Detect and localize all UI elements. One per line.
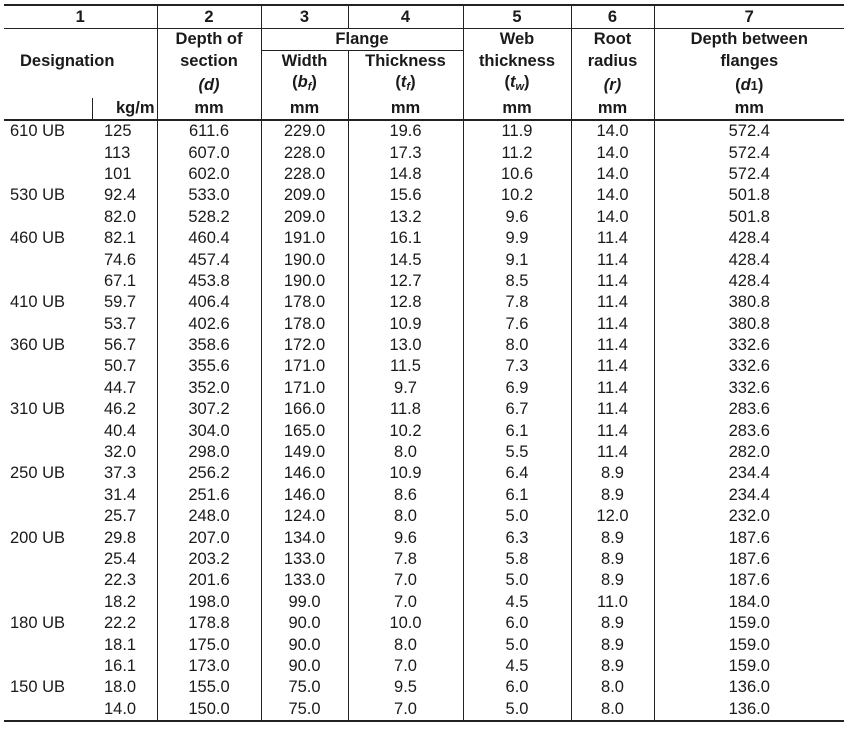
depth-between-flanges-cell: 380.8	[654, 292, 844, 313]
depth-between-flanges-cell: 332.6	[654, 356, 844, 377]
designation-cell	[4, 570, 92, 591]
mass-cell: 22.3	[104, 571, 137, 590]
depth-between-flanges-cell: 187.6	[654, 527, 844, 548]
flange-width-cell: 149.0	[261, 442, 348, 463]
table-row	[4, 249, 844, 270]
mass-cell: 59.7	[104, 293, 137, 312]
depth-cell: 602.0	[157, 164, 261, 185]
table-row	[4, 463, 844, 484]
unit-mm-web: mm	[463, 98, 571, 120]
unit-mm-dbf: mm	[654, 98, 844, 120]
depth-between-flanges-cell: 159.0	[654, 656, 844, 677]
depth-between-flanges-cell: 572.4	[654, 120, 844, 142]
mass-cell: 18.0	[104, 678, 137, 697]
root-header-line2: radius	[571, 51, 654, 73]
mass-cell: 29.8	[104, 528, 137, 547]
table-row	[4, 164, 844, 185]
flange-thickness-cell: 12.7	[348, 271, 463, 292]
flange-thickness-cell: 9.6	[348, 527, 463, 548]
designation-cell	[4, 485, 92, 506]
designation-cell	[4, 549, 92, 570]
flange-thickness-cell: 7.0	[348, 699, 463, 721]
flange-width-cell: 171.0	[261, 378, 348, 399]
web-thickness-cell: 6.3	[463, 527, 571, 548]
designation-cell	[4, 314, 92, 335]
table-header	[4, 5, 844, 120]
depth-between-flanges-cell: 332.6	[654, 378, 844, 399]
depth-cell: 198.0	[157, 592, 261, 613]
root-symbol: (r)	[571, 72, 654, 98]
depth-cell: 201.6	[157, 570, 261, 591]
depth-between-flanges-cell: 136.0	[654, 699, 844, 721]
unit-mm-root: mm	[571, 98, 654, 120]
flange-thickness-cell: 10.9	[348, 314, 463, 335]
depth-between-flanges-cell: 428.4	[654, 249, 844, 270]
web-thickness-cell: 5.0	[463, 506, 571, 527]
flange-thickness-cell: 16.1	[348, 228, 463, 249]
depth-cell: 307.2	[157, 399, 261, 420]
flange-width-cell: 228.0	[261, 164, 348, 185]
root-radius-cell: 8.9	[571, 485, 654, 506]
mass-cell: 44.7	[104, 378, 137, 397]
root-radius-cell: 11.4	[571, 399, 654, 420]
web-thickness-cell: 6.0	[463, 613, 571, 634]
depth-between-flanges-cell: 159.0	[654, 613, 844, 634]
width-header: Width	[261, 51, 348, 73]
web-thickness-cell: 11.9	[463, 120, 571, 142]
depth-cell: 251.6	[157, 485, 261, 506]
depth-cell: 155.0	[157, 677, 261, 698]
col-number-7: 7	[654, 5, 844, 29]
column-number-row	[4, 5, 844, 29]
designation-cell	[4, 420, 92, 441]
mass-cell: 40.4	[104, 421, 137, 440]
flange-width-cell: 75.0	[261, 677, 348, 698]
mass-cell: 18.1	[104, 635, 137, 654]
width-symbol: $(b_f)$	[261, 72, 348, 98]
web-thickness-cell: 6.1	[463, 420, 571, 441]
depth-between-flanges-cell: 572.4	[654, 142, 844, 163]
web-thickness-cell: 10.2	[463, 185, 571, 206]
depth-between-flanges-cell: 501.8	[654, 207, 844, 228]
table-row	[4, 677, 844, 698]
flange-width-cell: 178.0	[261, 314, 348, 335]
depth-between-flanges-cell: 159.0	[654, 634, 844, 655]
flange-thickness-cell: 7.0	[348, 570, 463, 591]
mass-cell: 82.1	[104, 229, 137, 248]
mass-cell: 101	[104, 164, 132, 183]
table-row	[4, 442, 844, 463]
designation-cell	[4, 249, 92, 270]
designation-cell: 410 UB	[10, 293, 66, 312]
root-radius-cell: 8.9	[571, 634, 654, 655]
table-row	[4, 549, 844, 570]
designation-cell	[4, 699, 92, 721]
root-radius-cell: 8.9	[571, 570, 654, 591]
web-thickness-cell: 6.9	[463, 378, 571, 399]
designation-cell: 460 UB	[10, 229, 66, 248]
root-radius-cell: 8.0	[571, 677, 654, 698]
flange-thickness-cell: 8.0	[348, 506, 463, 527]
depth-symbol: (d)	[157, 72, 261, 98]
depth-between-flanges-cell: 428.4	[654, 228, 844, 249]
flange-thickness-cell: 7.0	[348, 592, 463, 613]
depth-cell: 173.0	[157, 656, 261, 677]
col-number-1: 1	[4, 5, 157, 29]
table-row	[4, 399, 844, 420]
flange-width-cell: 171.0	[261, 356, 348, 377]
depth-cell: 453.8	[157, 271, 261, 292]
col-number-3: 3	[261, 5, 348, 29]
flange-width-cell: 229.0	[261, 120, 348, 142]
unit-mm-depth: mm	[157, 98, 261, 120]
web-thickness-cell: 6.4	[463, 463, 571, 484]
header-row-1	[4, 29, 844, 51]
table-row	[4, 656, 844, 677]
flange-header: Flange	[261, 29, 463, 51]
root-radius-cell: 11.4	[571, 378, 654, 399]
mass-cell: 18.2	[104, 592, 137, 611]
unit-kgm: kg/m	[92, 98, 157, 120]
table-row	[4, 314, 844, 335]
flange-width-cell: 209.0	[261, 185, 348, 206]
flange-width-cell: 90.0	[261, 656, 348, 677]
table-row	[4, 356, 844, 377]
flange-thickness-cell: 9.5	[348, 677, 463, 698]
depth-cell: 611.6	[157, 120, 261, 142]
depth-cell: 178.8	[157, 613, 261, 634]
web-thickness-cell: 7.3	[463, 356, 571, 377]
mass-cell: 50.7	[104, 357, 137, 376]
col-number-6: 6	[571, 5, 654, 29]
web-thickness-cell: 9.9	[463, 228, 571, 249]
root-radius-cell: 11.4	[571, 420, 654, 441]
designation-cell: 180 UB	[10, 614, 66, 633]
root-radius-cell: 11.4	[571, 228, 654, 249]
flange-width-cell: 209.0	[261, 207, 348, 228]
table-row	[4, 506, 844, 527]
table-row	[4, 120, 844, 142]
flange-width-cell: 90.0	[261, 613, 348, 634]
depth-cell: 533.0	[157, 185, 261, 206]
depth-between-flanges-cell: 380.8	[654, 314, 844, 335]
flange-thickness-cell: 15.6	[348, 185, 463, 206]
depth-header-line1: Depth of	[157, 29, 261, 51]
root-radius-cell: 11.4	[571, 335, 654, 356]
flange-thickness-cell: 12.8	[348, 292, 463, 313]
mass-cell: 22.2	[104, 614, 137, 633]
root-radius-cell: 14.0	[571, 164, 654, 185]
flange-width-cell: 228.0	[261, 142, 348, 163]
table-row	[4, 570, 844, 591]
flange-thickness-cell: 10.0	[348, 613, 463, 634]
table-row	[4, 634, 844, 655]
col-number-2: 2	[157, 5, 261, 29]
flange-thickness-cell: 9.7	[348, 378, 463, 399]
flange-thickness-cell: 7.8	[348, 549, 463, 570]
mass-cell: 32.0	[104, 443, 137, 462]
web-thickness-cell: 8.0	[463, 335, 571, 356]
depth-between-flanges-cell: 234.4	[654, 485, 844, 506]
depth-header-line2: section	[157, 51, 261, 73]
table-row	[4, 592, 844, 613]
flange-width-cell: 146.0	[261, 485, 348, 506]
flange-width-cell: 124.0	[261, 506, 348, 527]
web-thickness-cell: 5.0	[463, 634, 571, 655]
table-body	[4, 120, 844, 721]
depth-cell: 528.2	[157, 207, 261, 228]
table-row	[4, 420, 844, 441]
designation-cell	[4, 442, 92, 463]
depth-between-flanges-cell: 572.4	[654, 164, 844, 185]
designation-cell: 200 UB	[10, 528, 66, 547]
designation-cell: 610 UB	[10, 122, 66, 141]
designation-cell	[4, 207, 92, 228]
root-radius-cell: 14.0	[571, 207, 654, 228]
table-row	[4, 228, 844, 249]
flange-width-cell: 165.0	[261, 420, 348, 441]
depth-between-flanges-cell: 232.0	[654, 506, 844, 527]
designation-cell: 150 UB	[10, 678, 66, 697]
depth-between-flanges-cell: 234.4	[654, 463, 844, 484]
designation-cell	[4, 506, 92, 527]
flange-thickness-cell: 14.8	[348, 164, 463, 185]
table-row	[4, 613, 844, 634]
depth-cell: 248.0	[157, 506, 261, 527]
table-row	[4, 271, 844, 292]
table-row	[4, 378, 844, 399]
root-radius-cell: 8.9	[571, 527, 654, 548]
flange-width-cell: 133.0	[261, 549, 348, 570]
root-radius-cell: 11.0	[571, 592, 654, 613]
flange-thickness-cell: 8.6	[348, 485, 463, 506]
flange-thickness-cell: 13.0	[348, 335, 463, 356]
web-thickness-cell: 9.1	[463, 249, 571, 270]
flange-width-cell: 146.0	[261, 463, 348, 484]
mass-cell: 74.6	[104, 250, 137, 269]
designation-cell	[4, 634, 92, 655]
depth-cell: 256.2	[157, 463, 261, 484]
flange-thickness-cell: 11.5	[348, 356, 463, 377]
depth-cell: 460.4	[157, 228, 261, 249]
flange-width-cell: 90.0	[261, 634, 348, 655]
root-radius-cell: 8.9	[571, 656, 654, 677]
header-row-units	[4, 98, 844, 120]
flange-thickness-cell: 8.0	[348, 634, 463, 655]
mass-cell: 25.4	[104, 550, 137, 568]
web-thickness-cell: 8.5	[463, 271, 571, 292]
thickness-header: Thickness	[348, 51, 463, 73]
flange-thickness-cell: 11.8	[348, 399, 463, 420]
mass-cell: 92.4	[104, 186, 137, 205]
flange-thickness-cell: 10.9	[348, 463, 463, 484]
web-thickness-cell: 11.2	[463, 142, 571, 163]
unit-mm-width: mm	[261, 98, 348, 120]
root-header-line1: Root	[571, 29, 654, 51]
root-radius-cell: 8.9	[571, 463, 654, 484]
designation-cell	[4, 356, 92, 377]
mass-cell: 31.4	[104, 485, 137, 504]
depth-cell: 175.0	[157, 634, 261, 655]
mass-cell: 14.0	[92, 699, 157, 721]
web-symbol: $(t_w)$	[463, 72, 571, 98]
root-radius-cell: 11.4	[571, 314, 654, 335]
root-radius-cell: 14.0	[571, 142, 654, 163]
root-radius-cell: 8.9	[571, 549, 654, 570]
section-properties-table-container	[4, 4, 844, 722]
mass-cell: 113	[104, 143, 131, 162]
web-thickness-cell: 6.7	[463, 399, 571, 420]
mass-cell: 16.1	[104, 656, 137, 675]
root-radius-cell: 11.4	[571, 442, 654, 463]
depth-cell: 207.0	[157, 527, 261, 548]
table-row	[4, 207, 844, 228]
depth-cell: 457.4	[157, 249, 261, 270]
web-thickness-cell: 7.6	[463, 314, 571, 335]
mass-cell: 56.7	[104, 336, 137, 355]
col-number-5: 5	[463, 5, 571, 29]
table-row	[4, 185, 844, 206]
root-radius-cell: 14.0	[571, 185, 654, 206]
table-row	[4, 142, 844, 163]
designation-cell	[4, 656, 92, 677]
table-row	[4, 485, 844, 506]
depth-cell: 358.6	[157, 335, 261, 356]
web-thickness-cell: 9.6	[463, 207, 571, 228]
root-radius-cell: 11.4	[571, 356, 654, 377]
depth-between-flanges-cell: 282.0	[654, 442, 844, 463]
web-thickness-cell: 4.5	[463, 592, 571, 613]
depth-between-flanges-cell: 136.0	[654, 677, 844, 698]
web-thickness-cell: 4.5	[463, 656, 571, 677]
flange-thickness-cell: 19.6	[348, 120, 463, 142]
designation-cell	[4, 271, 92, 292]
depth-cell: 406.4	[157, 292, 261, 313]
flange-width-cell: 75.0	[261, 699, 348, 721]
col-number-4: 4	[348, 5, 463, 29]
root-radius-cell: 11.4	[571, 271, 654, 292]
depth-cell: 150.0	[157, 699, 261, 721]
depth-cell: 304.0	[157, 420, 261, 441]
web-header-line1: Web	[463, 29, 571, 51]
mass-cell: 46.2	[104, 400, 137, 419]
depth-between-flanges-cell: 332.6	[654, 335, 844, 356]
web-thickness-cell: 5.0	[463, 699, 571, 721]
root-radius-cell: 8.9	[571, 613, 654, 634]
flange-thickness-cell: 7.0	[348, 656, 463, 677]
dbf-header-line1: Depth between	[654, 29, 844, 51]
flange-thickness-cell: 13.2	[348, 207, 463, 228]
flange-width-cell: 172.0	[261, 335, 348, 356]
web-thickness-cell: 10.6	[463, 164, 571, 185]
dbf-symbol: (d1)	[654, 72, 844, 98]
table-row	[4, 292, 844, 313]
depth-between-flanges-cell: 283.6	[654, 420, 844, 441]
designation-cell	[4, 378, 92, 399]
root-radius-cell: 14.0	[571, 120, 654, 142]
root-radius-cell: 8.0	[571, 699, 654, 721]
designation-cell: 310 UB	[10, 400, 66, 419]
designation-cell: 530 UB	[10, 186, 66, 205]
web-thickness-cell: 5.0	[463, 570, 571, 591]
depth-between-flanges-cell: 501.8	[654, 185, 844, 206]
depth-between-flanges-cell: 187.6	[654, 570, 844, 591]
depth-between-flanges-cell: 428.4	[654, 271, 844, 292]
table-row	[4, 527, 844, 548]
flange-width-cell: 133.0	[261, 570, 348, 591]
depth-between-flanges-cell: 187.6	[654, 549, 844, 570]
depth-cell: 402.6	[157, 314, 261, 335]
root-radius-cell: 11.4	[571, 249, 654, 270]
mass-cell: 82.0	[104, 207, 137, 226]
flange-width-cell: 178.0	[261, 292, 348, 313]
flange-width-cell: 166.0	[261, 399, 348, 420]
mass-cell: 37.3	[104, 464, 137, 483]
mass-cell: 67.1	[104, 271, 137, 290]
flange-thickness-cell: 8.0	[348, 442, 463, 463]
designation-cell	[4, 592, 92, 613]
flange-width-cell: 190.0	[261, 249, 348, 270]
web-thickness-cell: 7.8	[463, 292, 571, 313]
depth-cell: 203.2	[157, 549, 261, 570]
depth-between-flanges-cell: 283.6	[654, 399, 844, 420]
flange-width-cell: 190.0	[261, 271, 348, 292]
depth-cell: 355.6	[157, 356, 261, 377]
root-radius-cell: 11.4	[571, 292, 654, 313]
flange-width-cell: 191.0	[261, 228, 348, 249]
depth-cell: 607.0	[157, 142, 261, 163]
web-thickness-cell: 5.8	[463, 549, 571, 570]
depth-between-flanges-cell: 184.0	[654, 592, 844, 613]
table-row	[4, 699, 844, 721]
flange-thickness-cell: 10.2	[348, 420, 463, 441]
mass-cell: 125	[104, 122, 132, 141]
thickness-symbol: $(t_f)$	[348, 72, 463, 98]
designation-header: Designation	[20, 52, 115, 70]
designation-cell: 250 UB	[10, 464, 66, 483]
flange-width-cell: 134.0	[261, 527, 348, 548]
designation-cell	[4, 164, 92, 185]
unit-mm-thickness: mm	[348, 98, 463, 120]
web-thickness-cell: 6.1	[463, 485, 571, 506]
mass-cell: 53.7	[104, 314, 137, 333]
depth-cell: 298.0	[157, 442, 261, 463]
table-row	[4, 335, 844, 356]
section-properties-table	[4, 4, 844, 722]
web-thickness-cell: 5.5	[463, 442, 571, 463]
flange-thickness-cell: 14.5	[348, 249, 463, 270]
mass-cell: 25.7	[104, 507, 137, 526]
depth-cell: 352.0	[157, 378, 261, 399]
designation-cell: 360 UB	[10, 336, 66, 355]
flange-width-cell: 99.0	[261, 592, 348, 613]
dbf-header-line2: flanges	[654, 51, 844, 73]
designation-cell	[4, 142, 92, 163]
web-thickness-cell: 6.0	[463, 677, 571, 698]
flange-thickness-cell: 17.3	[348, 142, 463, 163]
root-radius-cell: 12.0	[571, 506, 654, 527]
web-header-line2: thickness	[463, 51, 571, 73]
